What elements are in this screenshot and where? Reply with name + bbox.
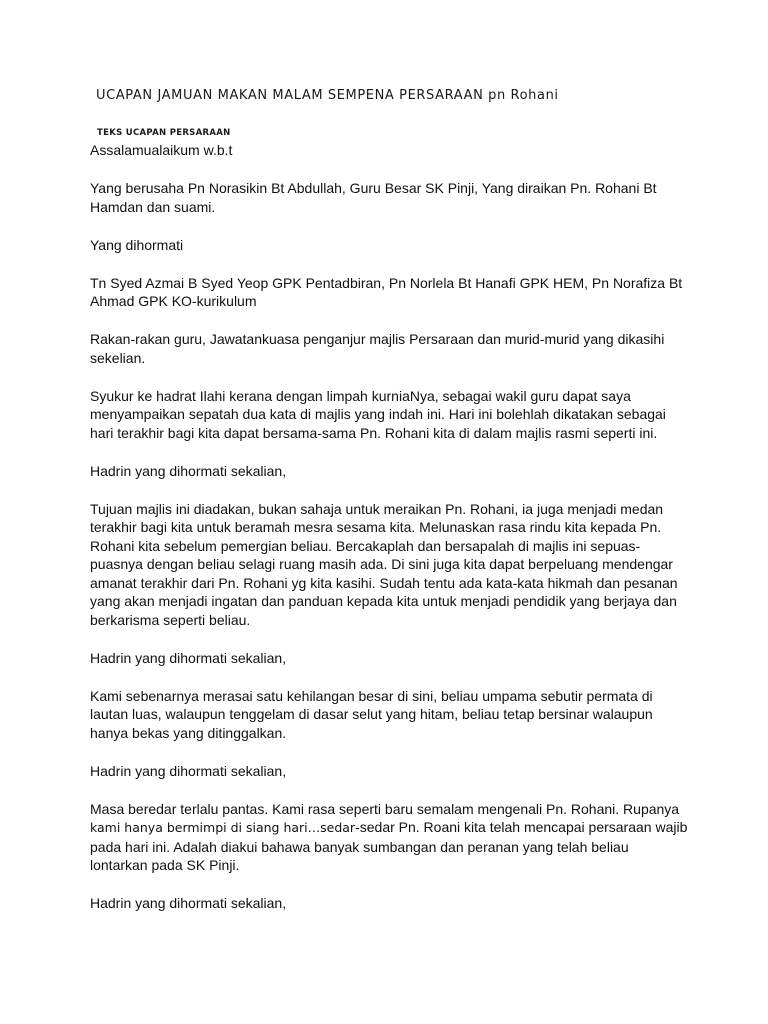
text-line: terakhir bagi kita untuk beramah mesra sesama kita. Melunaskan rasa rindu kita kepada Pn. [90, 519, 662, 535]
text-line: Masa beredar terlalu pantas. Kami rasa seperti baru semalam mengenali Pn. Rohani. Rupanya [90, 800, 680, 817]
text-line: Kami sebenarnya merasai satu kehilangan besar di sini, beliau umpama sebutir permata di [90, 687, 653, 704]
paragraph-time [90, 800, 690, 875]
paragraph-salutation [90, 462, 690, 481]
paragraph-loss [90, 687, 690, 743]
text-line: Syukur ke hadrat Ilahi kerana dengan limpah kurniaNya, sebagai wakil guru dapat saya [90, 387, 631, 404]
text-line: Hadrin yang dihormati sekalian, [90, 762, 287, 779]
text-line: berkarisma seperti beliau. [90, 611, 251, 628]
text-line: Hadrin yang dihormati sekalian, [90, 895, 287, 911]
paragraph-address-gpk [90, 274, 690, 311]
document-subtitle: TEKS UCAPAN PERSARAAN [97, 128, 231, 138]
text-line: Yang berusaha Pn Norasikin Bt Abdullah, Guru Besar SK Pinji, Yang diraikan Pn. Rohani Bt [90, 180, 657, 196]
text-line: amanat terakhir dari Pn. Rohani yg kita kasihi. Sudah tentu ada kata-kata hikmah dan pesanan [90, 574, 678, 591]
paragraph-address-teachers [90, 330, 690, 367]
text-line: menyampaikan sepatah dua kata di majlis yang indah ini. Hari ini bolehlah dikatakan sebagai [90, 406, 666, 422]
text-line: Hadrin yang dihormati sekalian, [90, 649, 287, 666]
text-line: Tn Syed Azmai B Syed Yeop GPK Pentadbiran, Pn Norlela Bt Hanafi GPK HEM, Pn Norafiza Bt [90, 274, 683, 291]
paragraph-salutation [90, 762, 690, 781]
text-line: pada hari ini. Adalah diakui bahawa banyak sumbangan dan peranan yang telah beliau [90, 838, 629, 855]
paragraph-greeting [90, 141, 690, 160]
paragraph-salutation [90, 649, 690, 668]
paragraph-honoured [90, 236, 690, 255]
text-line: Tujuan majlis ini diadakan, bukan sahaja untuk meraikan Pn. Rohani, ia juga menjadi medan [90, 500, 664, 517]
text-line: Yang dihormati [90, 236, 184, 253]
text-line: sekelian. [90, 349, 146, 366]
text-fragment: kami hanya bermimpi di siang hari…sedar [90, 820, 356, 835]
document-title: UCAPAN JAMUAN MAKAN MALAM SEMPENA PERSARAAN pn Rohani [96, 88, 559, 103]
text-line: Rakan-rakan guru, Jawatankuasa penganjur majlis Persaraan dan murid-murid yang dikasihi [90, 331, 665, 347]
text-fragment: -sedar Pn. Roani kita telah mencapai persaraan wajib [355, 819, 688, 835]
text-line: lontarkan pada SK Pinji. [90, 857, 240, 873]
text-line: hanya bekas yang ditinggalkan. [90, 724, 287, 741]
text-line: puasnya dengan beliau selagi ruang masih ada. Di sini juga kita dapat berpeluang mendengar [90, 556, 673, 572]
text-line: yang akan menjadi ingatan dan panduan kepada kita untuk menjadi pendidik yang berjaya dan [90, 593, 677, 609]
speech-body [90, 141, 690, 932]
text-line: Assalamualaikum w.b.t [90, 142, 233, 158]
paragraph-purpose [90, 500, 690, 630]
text-line: Rohani kita sebelum pemergian beliau. Bercakaplah dan bersapalah di majlis ini sepuas- [90, 537, 641, 554]
text-line: Hamdan dan suami. [90, 198, 216, 215]
paragraph-gratitude [90, 387, 690, 443]
text-line: Hadrin yang dihormati sekalian, [90, 462, 287, 479]
text-line-mixed [90, 818, 690, 838]
text-line: hari terakhir bagi kita dapat bersama-sama Pn. Rohani kita di dalam majlis rasmi seperti ini. [90, 424, 658, 441]
paragraph-salutation [90, 894, 690, 913]
text-line: lautan luas, walaupun tenggelam di dasar selut yang hitam, beliau tetap bersinar walaupun [90, 706, 653, 722]
text-line: Ahmad GPK KO-kurikulum [90, 293, 257, 309]
paragraph-address-headmaster [90, 179, 690, 216]
